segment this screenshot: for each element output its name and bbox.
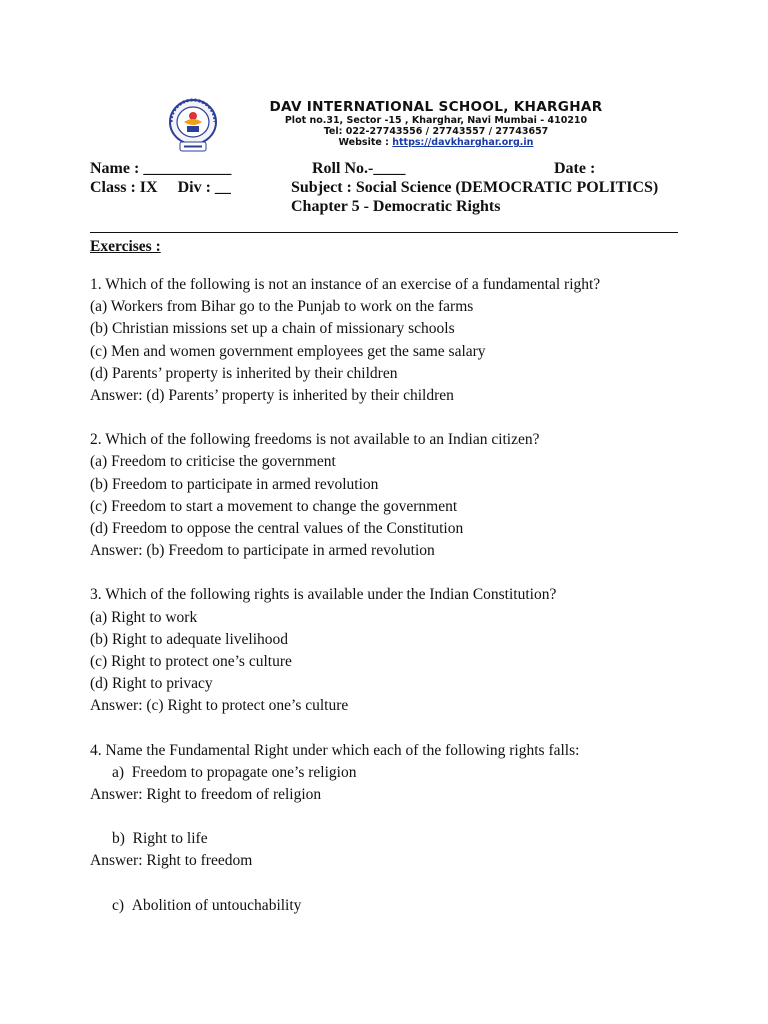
spacer <box>90 562 730 584</box>
question-2 <box>90 429 730 562</box>
letterhead <box>158 98 628 154</box>
website-link[interactable]: https://davkharghar.org.in <box>392 137 534 148</box>
question-text: 1. Which of the following is not an instance of an exercise of a fundamental right? <box>90 276 601 293</box>
class-division-field: Class : IX Div : __ <box>90 179 231 196</box>
website-label: Website : <box>338 137 393 148</box>
spacer <box>90 407 730 429</box>
date-field: Date : <box>554 160 596 177</box>
question-4 <box>90 740 730 917</box>
spacer <box>90 873 730 895</box>
roll-number-field: Roll No.-____ <box>312 160 406 177</box>
school-address: Plot no.31, Sector -15 , Kharghar, Navi Mumbai - 410210 <box>284 115 588 126</box>
option-c: (c) Men and women government employees get the same salary <box>90 342 486 360</box>
answer: Answer: Right to freedom <box>90 852 253 870</box>
option-d: (d) Right to privacy <box>90 675 213 693</box>
option-a: (a) Freedom to criticise the government <box>90 453 336 471</box>
answer: Answer: (d) Parents’ property is inherited by their children <box>90 387 454 405</box>
school-details <box>241 100 631 148</box>
option-b: (b) Christian missions set up a chain of missionary schools <box>90 320 455 338</box>
question-text: 3. Which of the following rights is available under the Indian Constitution? <box>90 586 557 604</box>
part-b: b) Right to life <box>112 830 208 848</box>
school-seal-logo <box>162 98 228 154</box>
option-b: (b) Freedom to participate in armed revolution <box>90 475 379 493</box>
subject-field: Subject : Social Science (DEMOCRATIC POLITICS) <box>291 179 659 196</box>
question-text: 4. Name the Fundamental Right under which each of the following rights falls: <box>90 741 580 759</box>
option-a: (a) Right to work <box>90 608 198 626</box>
option-d: (d) Parents’ property is inherited by their children <box>90 364 398 382</box>
answer: Answer: Right to freedom of religion <box>90 786 322 804</box>
chapter-title: Chapter 5 - Democratic Rights <box>291 198 501 215</box>
exercises-heading: Exercises : <box>90 238 161 255</box>
school-telephone: Tel: 022-27743556 / 27743557 / 27743657 <box>323 126 549 137</box>
spacer <box>90 718 730 740</box>
option-a: (a) Workers from Bihar go to the Punjab to work on the farms <box>90 298 474 316</box>
option-d: (d) Freedom to oppose the central values of the Constitution <box>90 520 464 538</box>
name-field: Name : ___________ <box>90 160 232 177</box>
spacer <box>90 806 730 828</box>
header-divider <box>90 232 678 233</box>
answer: Answer: (b) Freedom to participate in armed revolution <box>90 542 435 560</box>
option-c: (c) Freedom to start a movement to change the government <box>90 497 458 515</box>
exercise-content <box>90 236 730 917</box>
school-name: DAV INTERNATIONAL SCHOOL, KHARGHAR <box>269 99 603 115</box>
part-c: c) Abolition of untouchability <box>112 896 302 914</box>
question-1 <box>90 274 730 407</box>
school-website <box>241 137 631 148</box>
option-b: (b) Right to adequate livelihood <box>90 630 289 648</box>
question-3 <box>90 584 730 717</box>
part-a: a) Freedom to propagate one’s religion <box>112 763 357 781</box>
question-text: 2. Which of the following freedoms is not available to an Indian citizen? <box>90 431 540 449</box>
answer: Answer: (c) Right to protect one’s culture <box>90 697 349 715</box>
option-c: (c) Right to protect one’s culture <box>90 653 292 671</box>
